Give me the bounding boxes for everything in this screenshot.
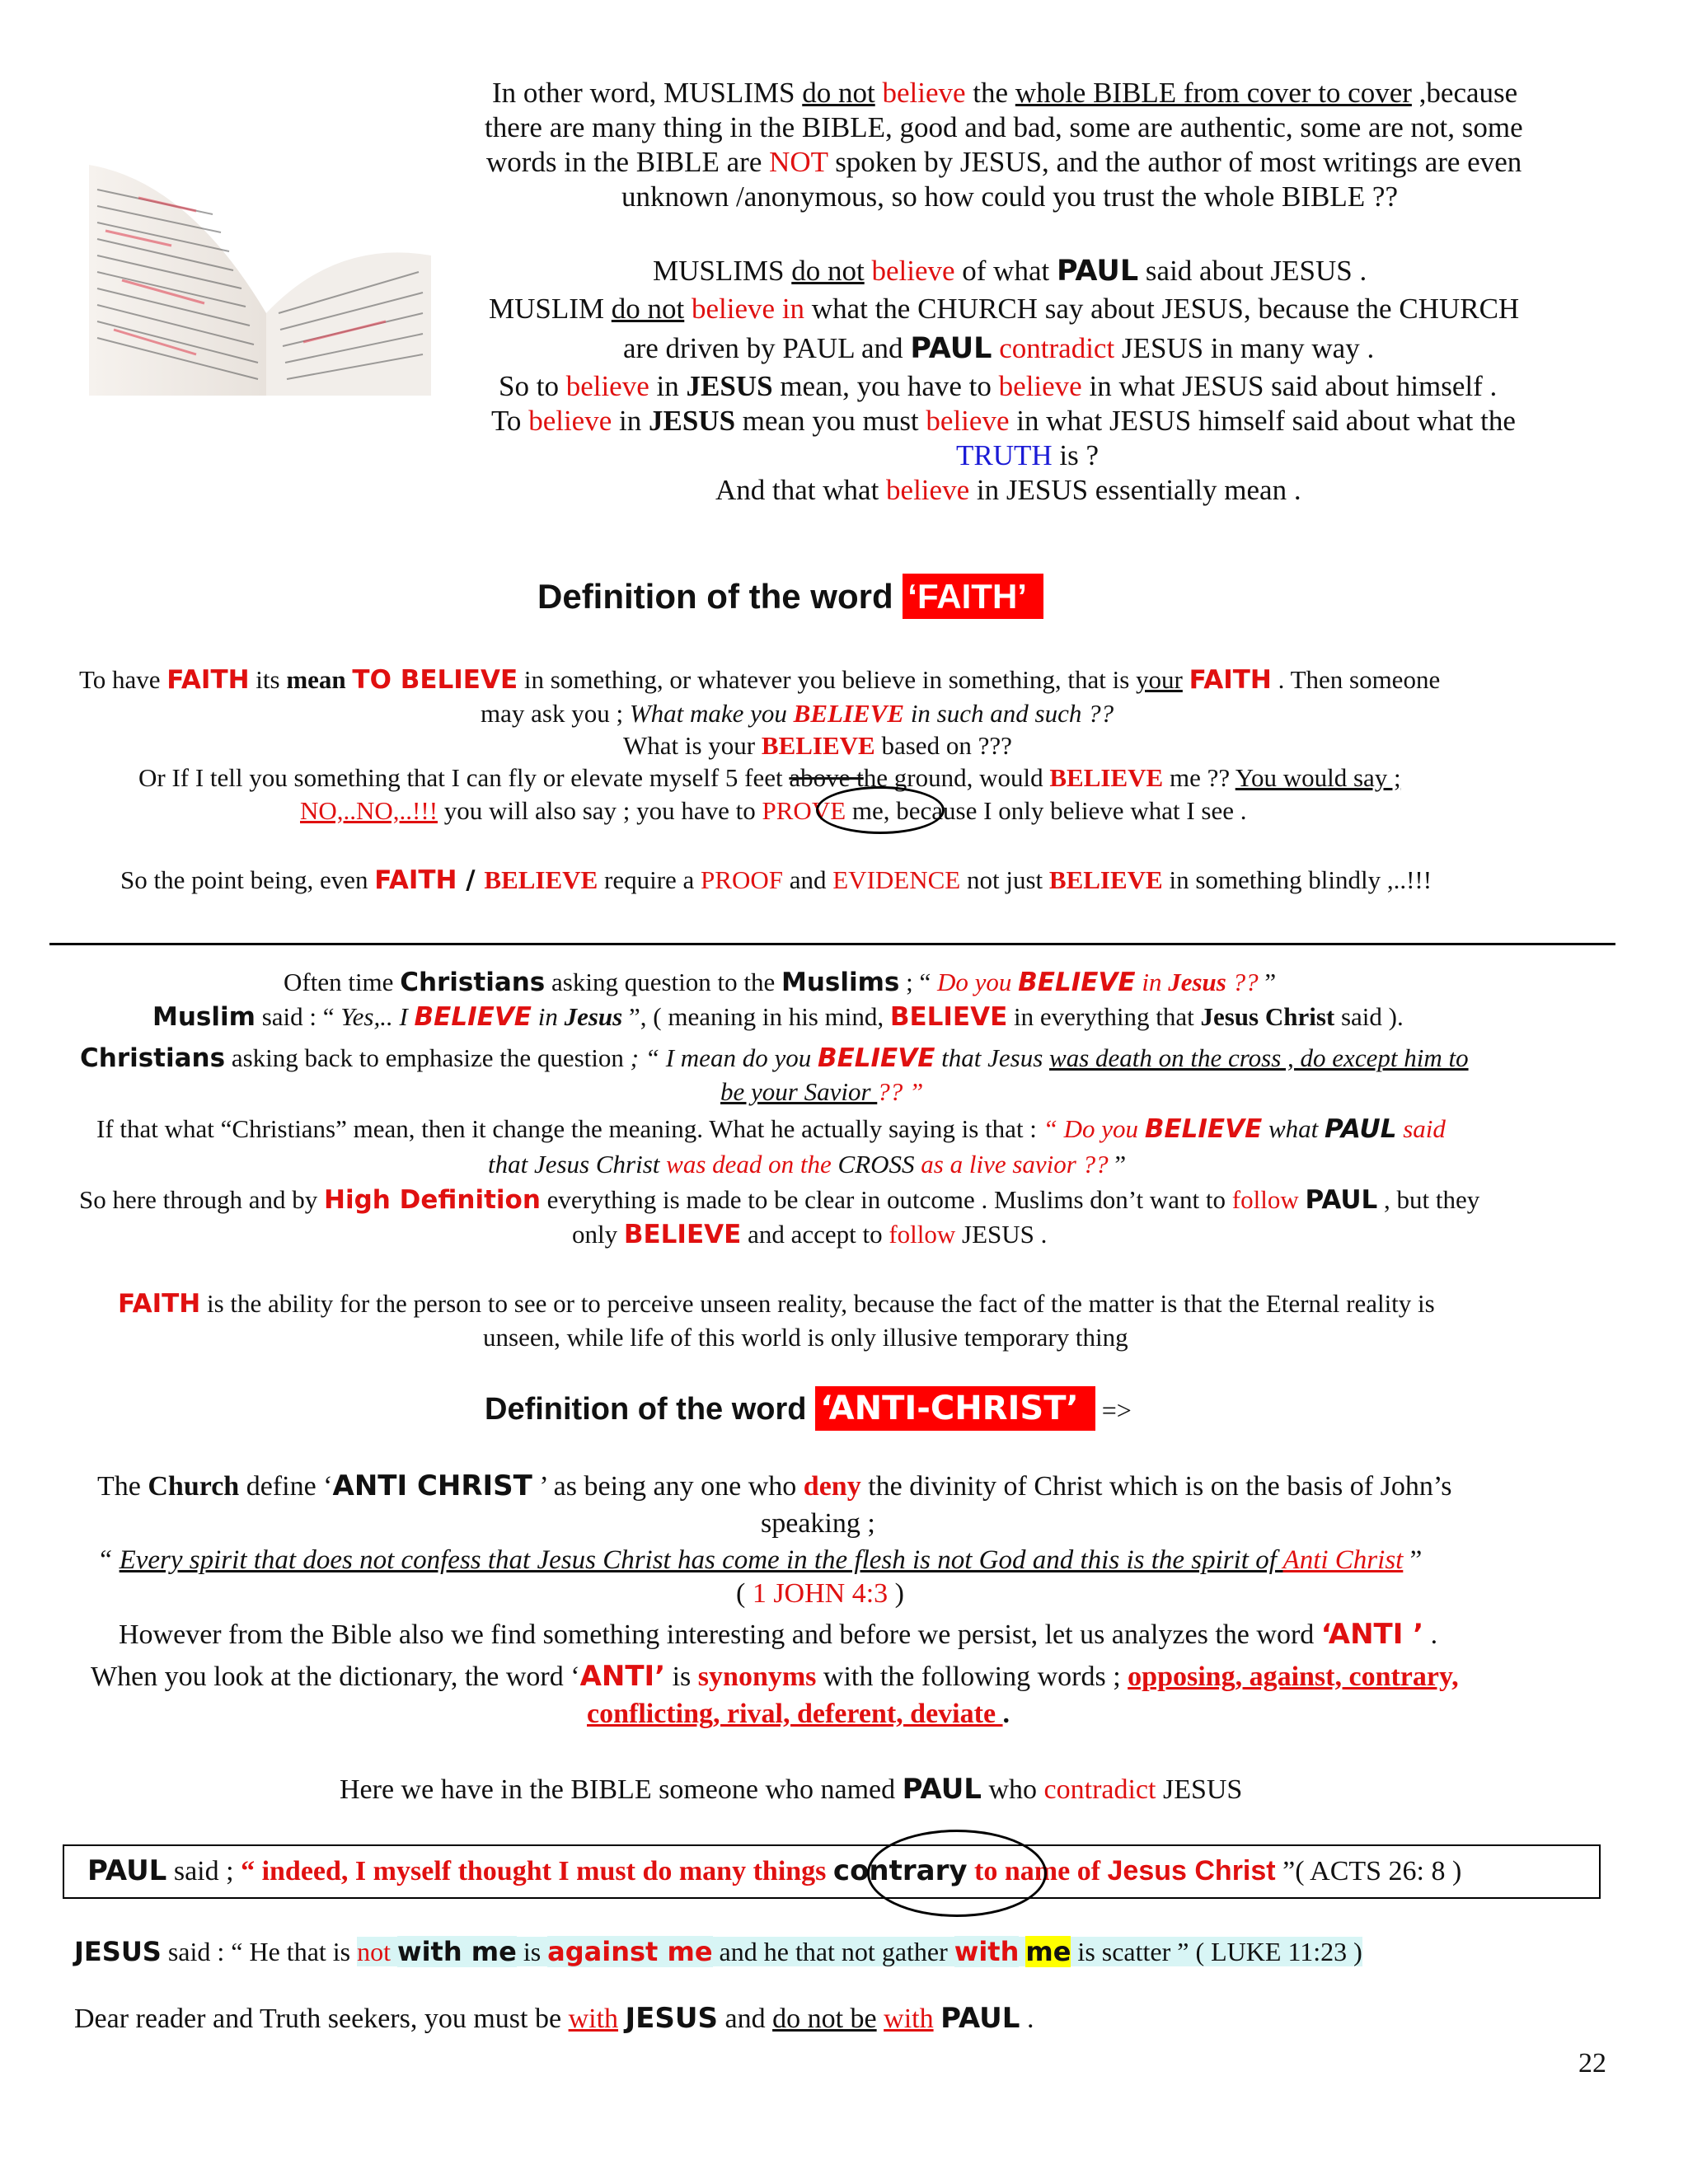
intro-line-10: TRUTH is ? (956, 439, 1100, 471)
intro-line-6: MUSLIM do not believe in what the CHURCH say about JESUS, because the CHURCH (489, 293, 1520, 325)
christians-line-1: Often time Christians asking question to the Muslims ; “ Do you BELIEVE in Jesus ?? ” (284, 968, 1277, 997)
intro-line-8: So to believe in JESUS mean, you have to believe in what JESUS said about himself . (499, 370, 1498, 402)
paul-quote: PAUL said ; “ indeed, I myself thought I must do many things contrary to name of Jesus Christ ”( ACTS 26: 8 ) (87, 1854, 1462, 1887)
intro-line-7: are driven by PAUL and PAUL contradict JESUS in many way . (623, 332, 1375, 365)
prove-circle-annotation (816, 786, 945, 834)
faith-line-5: NO,..NO,..!!! you will also say ; you have to PROVE me, because I only believe what I see . (300, 796, 1247, 825)
anti-line-5: However from the Bible also we find something interesting and before we persist, let us analyzes the word ‘ANTI ’ . (119, 1618, 1438, 1651)
christians-line-6: that Jesus Christ was dead on the CROSS as a live savior ?? ” (488, 1150, 1127, 1179)
anti-line-7: conflicting, rival, deferent, deviate . (587, 1699, 1010, 1729)
intro-line-11: And that what believe in JESUS essentially mean . (715, 474, 1301, 506)
intro-line-5: MUSLIMS do not believe of what PAUL said about JESUS . (653, 255, 1367, 288)
faith-line-2: may ask you ; What make you BELIEVE in such and such ?? (481, 699, 1114, 728)
page-number: 22 (1578, 2048, 1606, 2079)
christians-line-3: Christians asking back to emphasize the question ; “ I mean do you BELIEVE that Jesus was death on the cross , do except him to (80, 1043, 1469, 1073)
faith-line-4: Or If I tell you something that I can fly or elevate myself 5 feet above the ground, would BELIEVE me ?? You would say ; (138, 763, 1401, 792)
faith-line-3: What is your BELIEVE based on ??? (623, 731, 1012, 760)
anti-line-6: When you look at the dictionary, the word ‘ANTI’ is synonyms with the following words ; opposing, against, contrary, (91, 1660, 1459, 1693)
christians-line-2: Muslim said : “ Yes,.. I BELIEVE in Jesus ”, ( meaning in his mind, BELIEVE in everything that Jesus Christ said ). (152, 1002, 1404, 1032)
faith-heading: Definition of the word ‘FAITH’ (537, 577, 1043, 616)
christians-line-9: FAITH is the ability for the person to see or to perceive unseen reality, because the fact of the matter is that the Eternal reality is (118, 1289, 1435, 1319)
open-bible-image (89, 157, 431, 396)
christians-line-8: only BELIEVE and accept to follow JESUS . (572, 1220, 1048, 1249)
anti-line-8: Here we have in the BIBLE someone who named PAUL who contradict JESUS (340, 1773, 1243, 1806)
jesus-quote: JESUS said : “ He that is not with me is against me and he that not gather with me is scatter ” ( LUKE 11:23 ) (74, 1936, 1362, 1967)
anti-line-3: “ Every spirit that does not confess that Jesus Christ has come in the flesh is not God and this is the spirit of Anti Christ ” (97, 1545, 1423, 1575)
intro-line-9: To believe in JESUS mean you must believe in what JESUS himself said about what the (491, 405, 1516, 437)
anti-line-4: ( 1 JOHN 4:3 ) (736, 1578, 904, 1609)
closing-line: Dear reader and Truth seekers, you must be with JESUS and do not be with PAUL . (74, 2002, 1034, 2035)
christians-line-10: unseen, while life of this world is only illusive temporary thing (483, 1323, 1128, 1352)
christians-line-7: So here through and by High Definition everything is made to be clear in outcome . Muslims don’t want to follow PAUL , but they (79, 1185, 1480, 1215)
anti-christ-heading: Definition of the word ‘ANTI-CHRIST’ => (485, 1390, 1132, 1427)
intro-line-4: unknown /anonymous, so how could you trust the whole BIBLE ?? (621, 180, 1398, 213)
section-divider (49, 943, 1615, 945)
christians-line-4: be your Savior ?? ” (720, 1077, 924, 1106)
intro-line-2: there are many thing in the BIBLE, good and bad, some are authentic, some are not, some (485, 111, 1523, 143)
anti-line-2: speaking ; (761, 1508, 875, 1539)
intro-line-3: words in the BIBLE are NOT spoken by JESUS, and the author of most writings are even (486, 146, 1522, 178)
anti-line-1: The Church define ‘ANTI CHRIST ’ as being any one who deny the divinity of Christ which is on the basis of John’s (97, 1469, 1452, 1502)
faith-line-1: To have FAITH its mean TO BELIEVE in something, or whatever you believe in something, that is your FAITH . Then someone (79, 665, 1441, 695)
contrary-circle-annotation (867, 1830, 1047, 1917)
christians-line-5: If that what “Christians” mean, then it change the meaning. What he actually saying is that : “ Do you BELIEVE what PAUL said (96, 1114, 1446, 1144)
faith-line-6: So the point being, even FAITH / BELIEVE require a PROOF and EVIDENCE not just BELIEVE in something blindly ,..!!! (120, 865, 1432, 895)
intro-line-1: In other word, MUSLIMS do not believe the whole BIBLE from cover to cover ,because (492, 77, 1518, 109)
